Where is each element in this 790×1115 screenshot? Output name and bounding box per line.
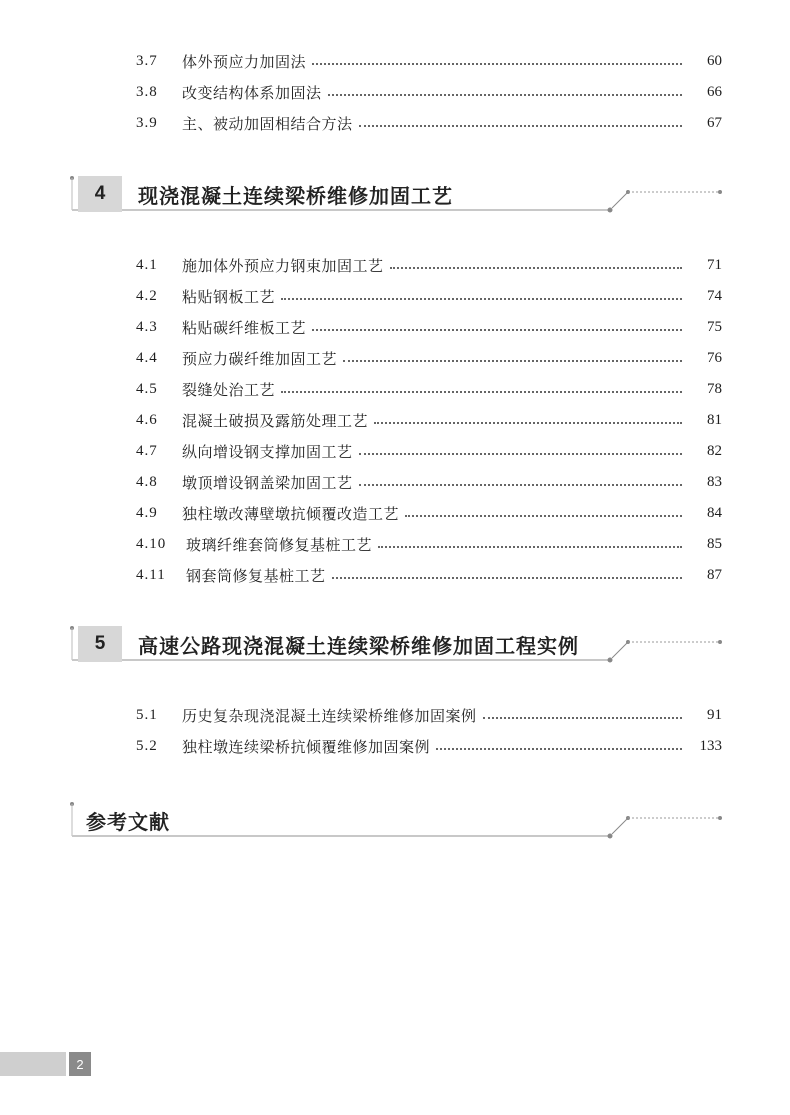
entry-number: 4.2 xyxy=(136,287,158,304)
entry-title: 裂缝处治工艺 xyxy=(182,380,276,399)
entry-number: 3.9 xyxy=(136,114,158,131)
entry-title: 历史复杂现浇混凝土连续梁桥维修加固案例 xyxy=(182,706,477,725)
entry-number: 3.8 xyxy=(136,83,158,100)
chapter-heading-5[interactable] xyxy=(70,620,730,680)
toc-entry-4-8[interactable] xyxy=(136,470,722,494)
dot-leader xyxy=(359,483,682,486)
entry-title: 粘贴钢板工艺 xyxy=(182,287,276,306)
toc-entry-4-9[interactable] xyxy=(136,501,722,525)
dot-leader xyxy=(390,266,682,269)
entry-page: 78 xyxy=(707,380,722,397)
entry-page: 71 xyxy=(707,256,722,273)
entry-number: 4.4 xyxy=(136,349,158,366)
dot-leader xyxy=(483,716,682,719)
entry-page: 85 xyxy=(707,535,722,552)
entry-number: 4.6 xyxy=(136,411,158,428)
dot-leader xyxy=(359,452,682,455)
dot-leader xyxy=(281,297,682,300)
toc-entry-4-5[interactable] xyxy=(136,377,722,401)
entry-number: 4.9 xyxy=(136,504,158,521)
footer-tab xyxy=(0,1052,66,1076)
dot-leader xyxy=(312,328,682,331)
entry-page: 66 xyxy=(707,83,722,100)
dot-leader xyxy=(343,359,682,362)
entry-title: 主、被动加固相结合方法 xyxy=(182,114,353,133)
entry-number: 4.8 xyxy=(136,473,158,490)
entry-page: 67 xyxy=(707,114,722,131)
toc-entry-4-7[interactable] xyxy=(136,439,722,463)
dot-leader xyxy=(281,390,682,393)
entry-title: 纵向增设钢支撑加固工艺 xyxy=(182,442,353,461)
entry-page: 76 xyxy=(707,349,722,366)
chapter-heading-4[interactable] xyxy=(70,170,730,230)
chapter-number-box: 4 xyxy=(78,176,122,212)
toc-entry-4-6[interactable] xyxy=(136,408,722,432)
chapter-title: 高速公路现浇混凝土连续梁桥维修加固工程实例 xyxy=(138,634,579,658)
references-title: 参考文献 xyxy=(86,810,170,834)
entry-number: 4.3 xyxy=(136,318,158,335)
dot-leader xyxy=(328,93,682,96)
entry-page: 82 xyxy=(707,442,722,459)
entry-page: 84 xyxy=(707,504,722,521)
toc-entry-3-7[interactable] xyxy=(136,49,722,73)
entry-title: 独柱墩改薄壁墩抗倾覆改造工艺 xyxy=(182,504,400,523)
toc-entry-4-2[interactable] xyxy=(136,284,722,308)
toc-entry-3-8[interactable] xyxy=(136,80,722,104)
toc-entry-5-1[interactable] xyxy=(136,703,722,727)
toc-entry-4-1[interactable] xyxy=(136,253,722,277)
entry-number: 4.5 xyxy=(136,380,158,397)
dot-leader xyxy=(332,576,682,579)
entry-number: 4.11 xyxy=(136,566,166,583)
entry-title: 混凝土破损及露筋处理工艺 xyxy=(182,411,369,430)
dot-leader xyxy=(405,514,682,517)
entry-page: 83 xyxy=(707,473,722,490)
entry-number: 5.1 xyxy=(136,706,158,723)
chapter-number-box: 5 xyxy=(78,626,122,662)
toc-entry-4-10[interactable] xyxy=(136,532,722,556)
dot-leader xyxy=(359,124,682,127)
page-number: 2 xyxy=(69,1052,91,1076)
entry-title: 玻璃纤维套筒修复基桩工艺 xyxy=(186,535,373,554)
entry-title: 改变结构体系加固法 xyxy=(182,83,322,102)
toc-entry-4-3[interactable] xyxy=(136,315,722,339)
entry-title: 施加体外预应力钢束加固工艺 xyxy=(182,256,384,275)
entry-title: 体外预应力加固法 xyxy=(182,52,307,71)
dot-leader xyxy=(378,545,682,548)
entry-title: 钢套筒修复基桩工艺 xyxy=(186,566,326,585)
dot-leader xyxy=(312,62,682,65)
entry-page: 60 xyxy=(707,52,722,69)
chapter-title: 现浇混凝土连续梁桥维修加固工艺 xyxy=(138,184,453,208)
entry-number: 3.7 xyxy=(136,52,158,69)
entry-number: 4.1 xyxy=(136,256,158,273)
entry-page: 133 xyxy=(699,737,722,754)
toc-entry-5-2[interactable] xyxy=(136,734,722,758)
entry-title: 预应力碳纤维加固工艺 xyxy=(182,349,338,368)
toc-entry-3-9[interactable] xyxy=(136,111,722,135)
toc-entry-4-4[interactable] xyxy=(136,346,722,370)
entry-page: 74 xyxy=(707,287,722,304)
entry-number: 5.2 xyxy=(136,737,158,754)
entry-number: 4.10 xyxy=(136,535,167,552)
entry-page: 81 xyxy=(707,411,722,428)
entry-title: 独柱墩连续梁桥抗倾覆维修加固案例 xyxy=(182,737,431,756)
entry-number: 4.7 xyxy=(136,442,158,459)
entry-page: 75 xyxy=(707,318,722,335)
entry-page: 91 xyxy=(707,706,722,723)
dot-leader xyxy=(374,421,682,424)
dot-leader xyxy=(436,747,682,750)
references-heading[interactable] xyxy=(70,796,730,856)
toc-entry-4-11[interactable] xyxy=(136,563,722,587)
entry-title: 粘贴碳纤维板工艺 xyxy=(182,318,307,337)
entry-title: 墩顶增设钢盖梁加固工艺 xyxy=(182,473,353,492)
entry-page: 87 xyxy=(707,566,722,583)
